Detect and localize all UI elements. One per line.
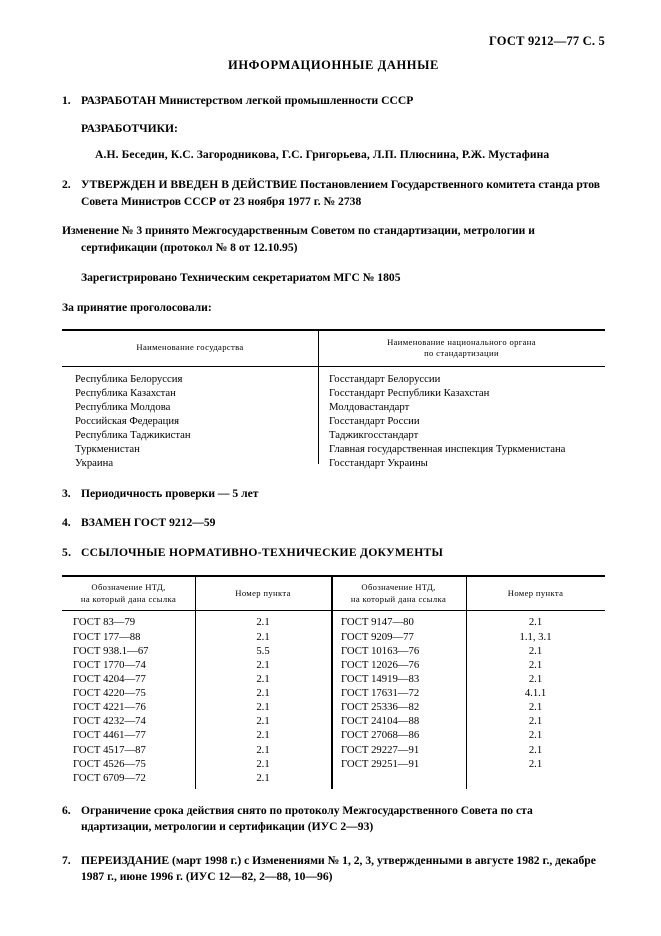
refs-header-designation-right [331,577,466,610]
table-row: ГОСТ 4526—75 [73,757,146,770]
table-row: ГОСТ 4461—77 [73,729,146,742]
table-row: 2.1 [256,771,270,784]
table-row: Госстандарт Белоруссии [329,372,441,385]
table-row: ГОСТ 938.1—67 [73,644,149,657]
table-row: ГОСТ 24104—88 [341,715,420,728]
refs-table-divider-2 [331,577,333,789]
refs-right-doc-column [331,615,466,785]
states-table-header-body [318,331,605,366]
table-row: ГОСТ 27068—86 [341,729,420,742]
clause-2 [62,177,605,210]
table-row: Российская Федерация [75,414,179,427]
refs-left-doc-column [62,615,195,785]
states-table [62,329,605,476]
document-body [62,58,605,899]
table-row: ГОСТ 83—79 [73,616,136,629]
clause-7-number: 7. [62,853,71,867]
table-row: ГОСТ 25336—82 [341,701,420,714]
table-row: 5.5 [256,644,270,657]
table-row: ГОСТ 4220—75 [73,687,146,700]
table-row: ГОСТ 4517—87 [73,743,146,756]
amendment-note: Изменение № 3 принято Межгосударственным Советом по стандартизации, метрологии и сертификации (протокол № 8 от 12.10.95) [62,224,535,255]
table-row: ГОСТ 4232—74 [73,715,146,728]
clause-5 [62,545,605,561]
table-row: Госстандарт Республики Казахстан [329,386,490,399]
table-row: 2.1 [528,658,543,671]
table-row: 2.1 [256,701,270,714]
table-row: ГОСТ 9209—77 [341,630,414,643]
clause-6-number: 6. [62,803,71,817]
clause-5-text: ССЫЛОЧНЫЕ НОРМАТИВНО-ТЕХНИЧЕСКИЕ ДОКУМЕНТЫ [81,545,444,559]
clause-7 [62,853,605,886]
states-table-body [62,367,605,476]
table-row: 2.1 [256,757,270,770]
table-row: 2.1 [528,644,543,657]
table-row: 4.1.1 [524,687,547,700]
states-table-header-row [62,331,605,366]
clause-4-text: ВЗАМЕН ГОСТ 9212—59 [81,516,216,530]
vote-intro: За принятие проголосовали: [62,300,212,314]
clause-3-number: 3. [62,486,71,500]
clause-1-text: РАЗРАБОТАН Министерством легкой промышленности СССР [81,94,414,107]
table-row: 1.1, 3.1 [519,630,552,643]
table-row: ГОСТ 12026—76 [341,658,420,671]
table-row: ГОСТ 9147—80 [341,616,414,629]
table-row: Молдовастандарт [329,400,410,413]
states-column [62,372,318,470]
table-row: 2.1 [256,743,270,756]
table-row: ГОСТ 4204—77 [73,672,146,685]
states-table-column-divider [318,331,319,464]
table-row: Главная государственная инспекция Туркменистана [329,442,566,455]
table-row: Туркменистан [75,442,140,455]
registration-note: Зарегистрировано Техническим секретариатом МГС № 1805 [81,270,401,284]
clause-7-text: ПЕРЕИЗДАНИЕ (март 1998 г.) с Изменениями № 1, 2, 3, утвержденными в августе 1982 г., декабре 1987 г., июне 1996 г. (ИУС 12—82, 2—88, 10—96) [81,853,596,884]
page-title: ИНФОРМАЦИОННЫЕ ДАННЫЕ [228,58,439,72]
table-row [341,771,466,785]
clause-6 [62,803,605,836]
table-row: ГОСТ 4221—76 [73,701,146,714]
refs-table-body [62,611,605,795]
table-row: 2.1 [256,630,270,643]
table-row: Республика Таджикистан [75,428,191,441]
table-row: ГОСТ 177—88 [73,630,141,643]
table-row: 2.1 [528,715,543,728]
clause-5-number: 5. [62,545,72,559]
refs-header-r1: Обозначение НТД, [361,582,436,593]
table-row: ГОСТ 10163—76 [341,644,420,657]
clause-3 [62,486,605,502]
table-row: ГОСТ 14919—83 [341,672,420,685]
table-row: 2.1 [528,757,543,770]
refs-table-header-row [62,577,605,610]
refs-header-l1: Обозначение НТД, [91,582,166,593]
states-header-line1: Наименование национального органа [387,336,536,347]
clause-1 [62,93,605,109]
refs-header-r2: на который дана ссылка [350,593,447,604]
refs-right-clause-column [466,615,605,785]
table-row: 2.1 [256,729,270,742]
table-row: Республика Казахстан [75,386,176,399]
table-row: Госстандарт Украины [329,456,428,469]
clause-4 [62,515,605,531]
table-row: ГОСТ 17631—72 [341,687,420,700]
table-row: 2.1 [256,687,270,700]
clause-1-number: 1. [62,94,71,107]
table-row: Госстандарт России [329,414,420,427]
table-row: 2.1 [528,672,543,685]
table-row: 2.1 [256,658,270,671]
refs-header-clause-left: Номер пункта [235,588,291,598]
clause-2-number: 2. [62,178,71,192]
table-row: Республика Белоруссия [75,372,183,385]
clause-4-number: 4. [62,516,71,530]
states-header-line2: по стандартизации [424,348,499,359]
table-row: ГОСТ 29227—91 [341,743,420,756]
refs-header-l2: на который дана ссылка [80,593,177,604]
bodies-column [318,372,605,470]
table-row [466,771,605,785]
states-table-header-state: Наименование государства [136,342,244,353]
table-row: ГОСТ 29251—91 [341,757,420,770]
running-head: ГОСТ 9212—77 С. 5 [488,34,605,48]
table-row: Республика Молдова [75,400,171,413]
refs-header-clause-right: Номер пункта [507,588,564,598]
table-row: ГОСТ 1770—74 [73,658,146,671]
refs-table-divider-3 [466,577,467,789]
table-row: 2.1 [256,715,270,728]
table-row: 2.1 [528,701,543,714]
normative-refs-table [62,575,605,795]
clause-3-text: Периодичность проверки — 5 лет [81,486,259,500]
table-row: Украина [75,456,114,469]
table-row: Таджикгосстандарт [329,428,419,441]
developers-subheading: РАЗРАБОТЧИКИ: [81,122,178,136]
table-row: 2.1 [256,616,270,629]
clause-6-text: Ограничение срока действия снято по протоколу Межгосударственного Совета по ста ндартизации, метрологии и сертификации (ИУС 2—93) [81,803,533,834]
table-row: 2.1 [528,743,543,756]
clause-2-text: УТВЕРЖДЕН И ВВЕДЕН В ДЕЙСТВИЕ Постановлением Государственного комитета станда ртов Совета Министров СССР от 23 ноября 1977 г. № 2738 [81,178,600,208]
refs-header-designation-left [62,577,195,610]
table-row: 2.1 [528,616,543,629]
table-row: 2.1 [528,729,543,742]
refs-left-clause-column [195,615,331,785]
table-row: 2.1 [256,672,270,685]
table-row: ГОСТ 6709—72 [73,771,146,784]
refs-table-divider-1 [195,577,196,789]
developers-list: А.Н. Беседин, К.С. Загородникова, Г.С. Григорьева, Л.П. Плюснина, Р.Ж. Мустафина [95,148,550,162]
